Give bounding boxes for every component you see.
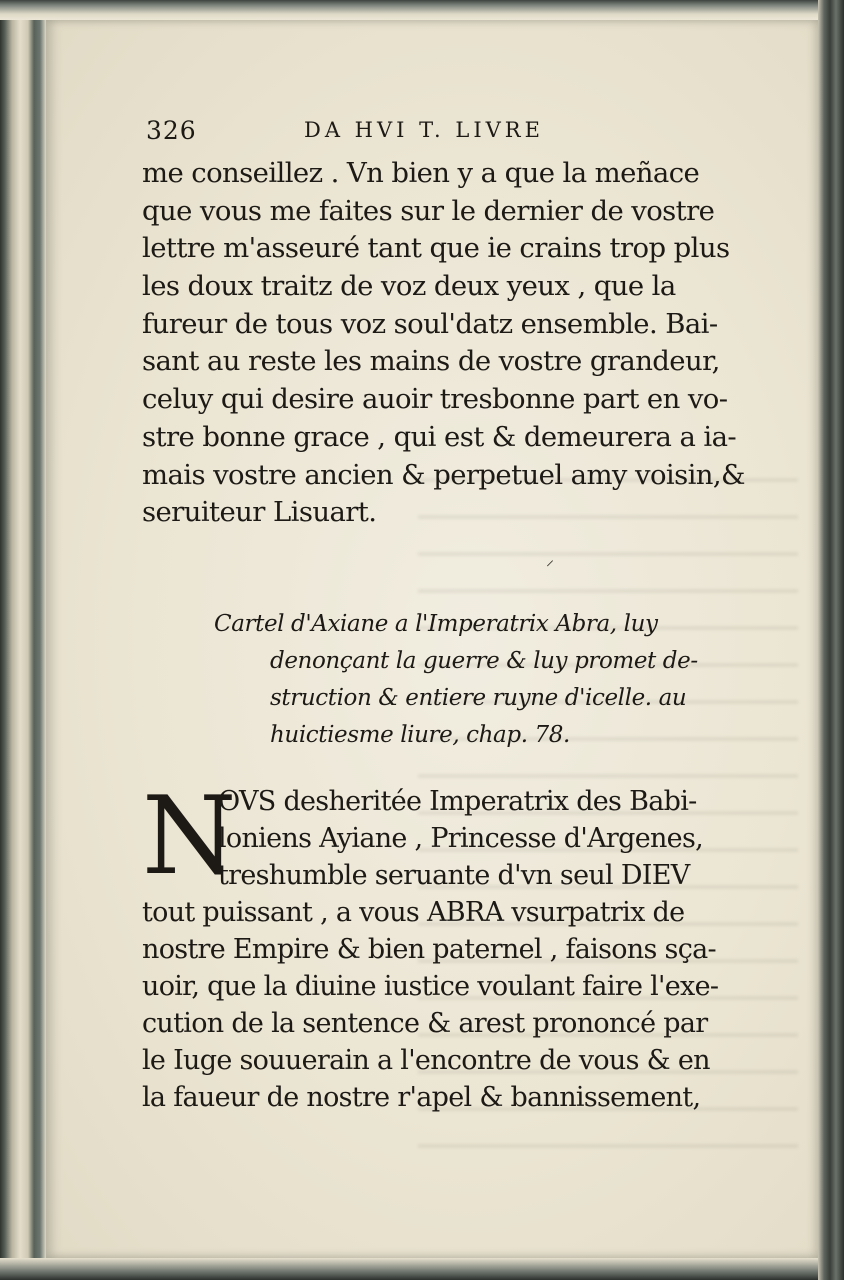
text-line: sant au reste les mains de vostre grandeur, bbox=[142, 345, 720, 378]
drop-cap: N bbox=[142, 774, 237, 899]
heading-line: denonçant la guerre & luy promet de- bbox=[270, 648, 698, 674]
text-line: seruiteur Lisuart. bbox=[142, 496, 377, 529]
text-line: les doux traitz de voz deux yeux , que la bbox=[142, 270, 676, 303]
text-line: stre bonne grace , qui est & demeurera a ia- bbox=[142, 420, 737, 453]
body-text bbox=[142, 155, 772, 532]
running-title: DA HVI T. LIVRE bbox=[304, 118, 544, 142]
text-line: me conseillez . Vn bien y a que la meñace bbox=[142, 157, 700, 189]
text-line: lettre m'asseuré tant que ie crains trop plus bbox=[142, 232, 730, 265]
text-line: celuy qui desire auoir tresbonne part en vo- bbox=[142, 383, 728, 416]
text-line: treshumble seruante d'vn seul DIEV bbox=[218, 860, 690, 891]
right-edge bbox=[818, 0, 844, 1280]
text-line: tout puissant , a vous ABRA vsurpatrix de bbox=[142, 897, 685, 928]
text-line: loniens Ayiane , Princesse d'Argenes, bbox=[218, 823, 703, 854]
text-line: mais vostre ancien & perpetuel amy voisin,& bbox=[142, 458, 745, 491]
page-number: 326 bbox=[146, 116, 197, 145]
text-line: que vous me faites sur le dernier de vostre bbox=[142, 194, 715, 227]
text-line: fureur de tous voz soul'datz ensemble. Bai- bbox=[142, 307, 718, 340]
top-edge bbox=[0, 0, 844, 20]
heading-line: huictiesme liure, chap. 78. bbox=[270, 722, 570, 748]
binding-edge bbox=[0, 0, 46, 1280]
text-line: la faueur de nostre r'apel & bannissement, bbox=[142, 1082, 701, 1113]
text-line: cution de la sentence & arest prononcé par bbox=[142, 1008, 708, 1039]
letter-text bbox=[142, 774, 782, 1116]
text-line: le Iuge souuerain a l'encontre de vous & en bbox=[142, 1045, 710, 1076]
page bbox=[46, 20, 818, 1258]
heading-line: struction & entiere ruyne d'icelle. au bbox=[270, 685, 687, 711]
bottom-edge bbox=[0, 1258, 844, 1280]
heading-line: Cartel d'Axiane a l'Imperatrix Abra, luy bbox=[214, 611, 658, 637]
text-line: OVS desheritée Imperatrix des Babi- bbox=[218, 786, 697, 817]
text-line: uoir, que la diuine iustice voulant faire l'exe- bbox=[142, 971, 719, 1002]
chapter-heading bbox=[214, 606, 774, 754]
fleuron-ornament: ⸝ bbox=[546, 552, 555, 569]
text-line: nostre Empire & bien paternel , faisons sça- bbox=[142, 934, 716, 965]
